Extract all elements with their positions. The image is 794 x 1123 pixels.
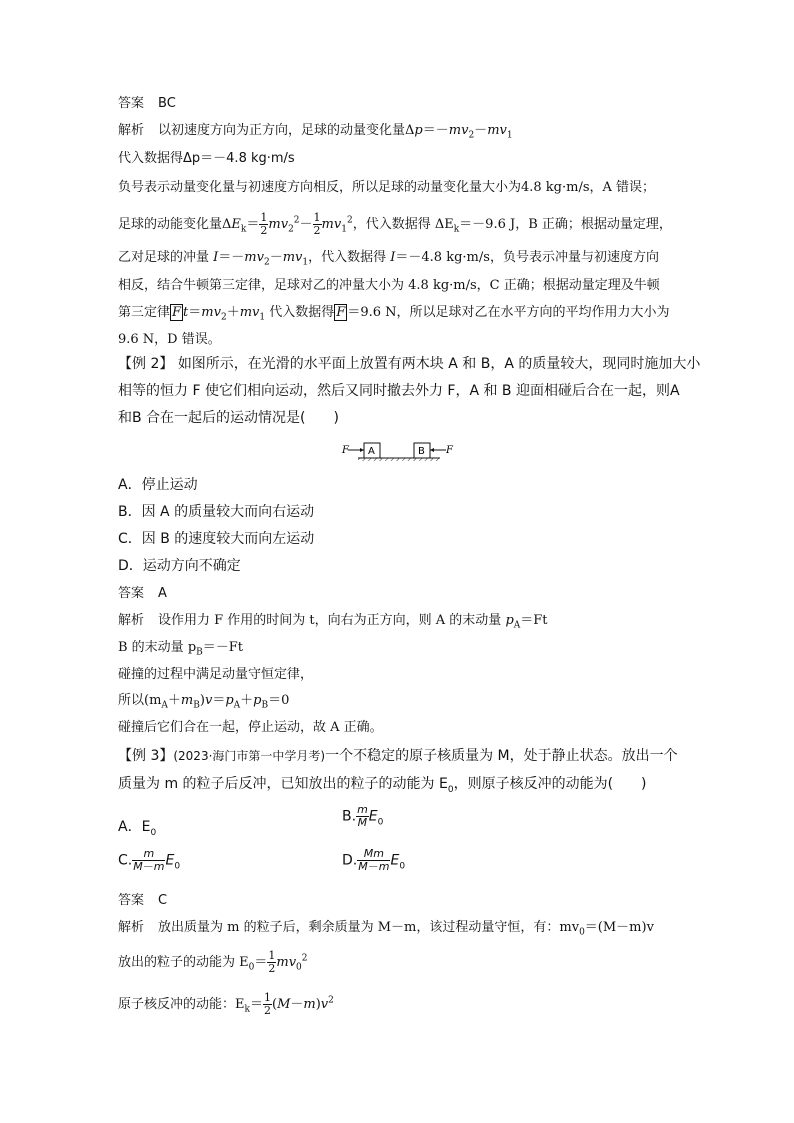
force-left-label: F xyxy=(342,445,349,456)
analysis-line-3: 负号表示动量变化量与初速度方向相反，所以足球的动量变化量大小为4.8 kg·m/s，A 错误； xyxy=(118,180,656,195)
example2-tag: 【例 2】 xyxy=(118,356,174,372)
force-diagram xyxy=(340,438,460,468)
example2-analysis-2: B 的末动量 $p_B=-Ft$ xyxy=(118,640,244,658)
answer-line-2: 答案 A xyxy=(118,586,167,601)
option-a: A．停止运动 xyxy=(118,477,198,493)
example3-option-d: D. $\frac{Mm}{M-m}$ $E_0$ xyxy=(342,847,406,873)
example3-option-c: C. $\frac{m}{M-m}$ $E_0$ xyxy=(118,847,181,873)
example2-line-3: 和B 合在一起后的运动情况是( ) xyxy=(118,410,339,426)
example3-tag: 【例 3】 xyxy=(118,748,174,764)
option-d: D．运动方向不确定 xyxy=(118,558,241,574)
force-right-arrowhead xyxy=(430,448,434,452)
analysis-line-7: 第三定律 F $t=mv_2+mv_1$ 代入数据得 F ＝9.6 N，所以足球对乙在水平方向的平均作用力大小为 xyxy=(118,305,670,323)
answer-line-3: 答案 C xyxy=(118,893,168,908)
analysis-line-4: 足球的动能变化量$\Delta E_k=$ $\frac{1}{2}$ $mv_2^2-$ $\frac{1}{2}$ $mv_1^2$，代入数据得 $\Delta E_k=-9.6$ J，B 正确；根据动量定理， xyxy=(118,211,672,237)
force-left-arrowhead xyxy=(360,448,364,452)
option-b: B．因 A 的质量较大而向右运动 xyxy=(118,504,315,520)
example3-analysis-3: 原子核反冲的动能：$E_k=$ $\frac{1}{2}$ $(M-m)v^2$ xyxy=(118,991,334,1017)
example2-analysis-3: 碰撞的过程中满足动量守恒定律， xyxy=(118,667,314,682)
example3-line-2: 质量为 m 的粒子后反冲，已知放出的粒子的动能为 $E_0$，则原子核反冲的动能为( ) xyxy=(118,776,647,795)
example2-analysis-5: 碰撞后它们合在一起，停止运动，故 A 正确。 xyxy=(118,720,383,735)
option-c: C．因 B 的速度较大而向左运动 xyxy=(118,531,315,547)
example2-line-1: 【例 2】 如图所示，在光滑的水平面上放置有两木块 A 和 B，A 的质量较大，现同时施加大小 xyxy=(118,356,701,372)
example2-analysis-4: 所以$(m_A+m_B)v=p_A+p_B=0$ xyxy=(118,693,290,711)
analysis-line-6: 相反，结合牛顿第三定律，足球对乙的冲量大小为 4.8 kg·m/s，C 正确；根据动量定理及牛顿 xyxy=(118,278,660,293)
analysis-line-8: 9.6 N，D 错误。 xyxy=(118,332,221,347)
analysis-line-1: 解析 以初速度方向为正方向，足球的动量变化量$\Delta p=-mv_2-mv_1$ xyxy=(118,123,513,141)
analysis-line-2: 代入数据得Δp＝－4.8 kg·m/s xyxy=(118,151,295,166)
example3-option-b: B. $\frac{m}{M}$ $E_0$ xyxy=(342,803,384,829)
analysis-line-5: 乙对足球的冲量 $I=-mv_2-mv_1$，代入数据得 I＝－4.8 kg·m/s，负号表示冲量与初速度方向 xyxy=(118,250,659,268)
answer-line-1: 答案 BC xyxy=(118,96,176,111)
force-right-label: F xyxy=(446,445,453,456)
example2-analysis-1: 解析 设作用力 F 作用的时间为 t，向右为正方向，则 A 的末动量 $p_A=Ft$ xyxy=(118,613,548,631)
block-a-label: A xyxy=(368,446,375,457)
example3-analysis-2: 放出的粒子的动能为 $E_0=$ $\frac{1}{2}$ $mv_0^2$ xyxy=(118,949,308,975)
example3-analysis-1: 解析 放出质量为 m 的粒子后，剩余质量为 M－m，该过程动量守恒，有：$mv_0=(M-m)v$ xyxy=(118,920,654,938)
example2-line-2: 相等的恒力 F 使它们相向运动，然后又同时撤去外力 F，A 和 B 迎面相碰后合在一起，则A xyxy=(118,383,680,399)
block-b-label: B xyxy=(418,446,425,457)
example3-line-1: 【例 3】(2023·海门市第一中学月考)一个不稳定的原子核质量为 M，处于静止状态。放出一个 xyxy=(118,748,678,764)
example3-option-a: A．$E_0$ xyxy=(118,819,157,838)
